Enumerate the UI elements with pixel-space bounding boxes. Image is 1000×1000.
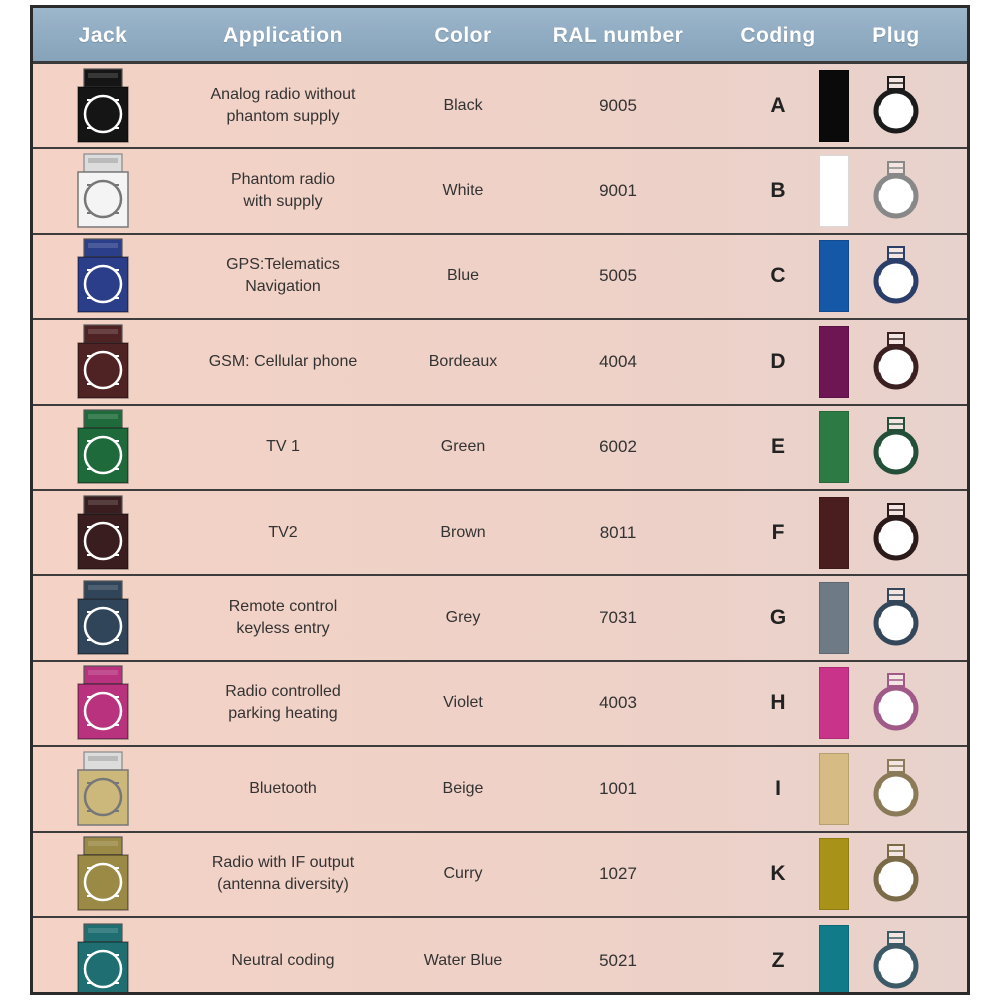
color-cell: Curry — [443, 865, 483, 883]
coding-letter: F — [771, 520, 785, 544]
coding-letter: A — [770, 93, 786, 117]
color-cell: Blue — [446, 267, 480, 285]
color-swatch-cell — [817, 576, 851, 659]
application-cell: TV 1 — [266, 438, 300, 456]
coding-letter: G — [769, 606, 787, 630]
color-swatch-cell — [817, 662, 851, 745]
jack-connector-icon — [55, 406, 151, 489]
header-coding: Coding — [740, 24, 816, 47]
plug-connector-icon — [861, 491, 931, 574]
ral-number-cell: 5005 — [599, 266, 637, 286]
color-swatch — [819, 70, 849, 142]
application-cell: GPS:Telematics Navigation — [226, 256, 340, 296]
plug-connector-icon — [861, 320, 931, 403]
color-cell: Water Blue — [423, 951, 503, 969]
color-swatch-cell — [817, 320, 851, 403]
color-swatch — [819, 753, 849, 825]
coding-table — [30, 5, 970, 995]
plug-connector-icon — [861, 833, 931, 916]
ral-number-cell: 4003 — [599, 693, 637, 713]
application-cell: Neutral coding — [231, 951, 335, 969]
table-body — [33, 64, 967, 995]
color-cell: Green — [440, 438, 486, 456]
color-swatch — [819, 411, 849, 483]
application-cell: Remote control keyless entry — [228, 598, 338, 638]
jack-connector-icon — [55, 576, 151, 659]
ral-number-cell: 5021 — [599, 950, 637, 970]
coding-letter: H — [770, 691, 786, 715]
color-swatch — [819, 925, 849, 995]
table-row — [33, 64, 967, 149]
color-cell: Beige — [442, 779, 484, 797]
table-row — [33, 918, 967, 995]
table-row — [33, 747, 967, 832]
color-cell: Grey — [445, 609, 481, 627]
application-cell: Phantom radio with supply — [230, 171, 336, 211]
color-cell: Violet — [443, 694, 483, 712]
jack-connector-icon — [55, 320, 151, 403]
header-application: Application — [223, 24, 343, 47]
application-cell: Radio controlled parking heating — [225, 683, 341, 723]
jack-connector-icon — [55, 662, 151, 745]
color-swatch-cell — [817, 149, 851, 232]
application-cell: GSM: Cellular phone — [208, 352, 358, 370]
coding-letter: C — [770, 264, 786, 288]
table-row — [33, 662, 967, 747]
color-swatch-cell — [817, 491, 851, 574]
jack-connector-icon — [55, 833, 151, 916]
ral-number-cell: 9005 — [599, 95, 637, 115]
ral-number-cell: 1001 — [599, 778, 637, 798]
table-header — [33, 8, 967, 64]
table-row — [33, 833, 967, 918]
color-swatch-cell — [817, 235, 851, 318]
color-swatch — [819, 838, 849, 910]
color-swatch — [819, 582, 849, 654]
plug-connector-icon — [861, 64, 931, 147]
coding-letter: I — [775, 776, 781, 800]
application-cell: Bluetooth — [249, 779, 317, 797]
plug-connector-icon — [861, 918, 931, 995]
coding-letter: D — [770, 349, 786, 373]
ral-number-cell: 7031 — [599, 608, 637, 628]
plug-connector-icon — [861, 662, 931, 745]
color-swatch — [819, 155, 849, 227]
coding-letter: Z — [771, 948, 785, 972]
ral-number-cell: 9001 — [599, 181, 637, 201]
jack-connector-icon — [55, 491, 151, 574]
jack-connector-icon — [55, 149, 151, 232]
color-swatch-cell — [817, 833, 851, 916]
application-cell: Radio with IF output (antenna diversity) — [211, 854, 355, 894]
plug-connector-icon — [861, 576, 931, 659]
coding-letter: B — [770, 179, 786, 203]
color-cell: White — [442, 182, 484, 200]
coding-letter: K — [770, 862, 786, 886]
color-swatch — [819, 497, 849, 569]
ral-number-cell: 8011 — [599, 522, 637, 542]
color-swatch-cell — [817, 64, 851, 147]
coding-letter: E — [770, 435, 785, 459]
header-ral-number: RAL number — [552, 24, 684, 47]
jack-connector-icon — [55, 64, 151, 147]
table-row — [33, 149, 967, 234]
application-cell: Analog radio without phantom supply — [210, 85, 356, 125]
color-cell: Black — [443, 96, 483, 114]
table-row — [33, 406, 967, 491]
color-cell: Bordeaux — [428, 352, 498, 370]
ral-number-cell: 1027 — [599, 864, 637, 884]
jack-connector-icon — [55, 918, 151, 995]
ral-number-cell: 4004 — [599, 351, 637, 371]
color-swatch-cell — [817, 747, 851, 830]
header-plug: Plug — [872, 24, 920, 47]
color-swatch-cell — [817, 406, 851, 489]
color-swatch — [819, 667, 849, 739]
plug-connector-icon — [861, 235, 931, 318]
header-jack: Jack — [78, 24, 128, 47]
ral-number-cell: 6002 — [599, 437, 637, 457]
table-row — [33, 235, 967, 320]
color-swatch — [819, 240, 849, 312]
table-row — [33, 320, 967, 405]
jack-connector-icon — [55, 747, 151, 830]
application-cell: TV2 — [268, 523, 298, 541]
header-color: Color — [434, 24, 492, 47]
color-cell: Brown — [440, 523, 486, 541]
table-row — [33, 491, 967, 576]
color-swatch — [819, 326, 849, 398]
jack-connector-icon — [55, 235, 151, 318]
plug-connector-icon — [861, 406, 931, 489]
plug-connector-icon — [861, 747, 931, 830]
color-swatch-cell — [817, 918, 851, 995]
plug-connector-icon — [861, 149, 931, 232]
table-row — [33, 576, 967, 661]
